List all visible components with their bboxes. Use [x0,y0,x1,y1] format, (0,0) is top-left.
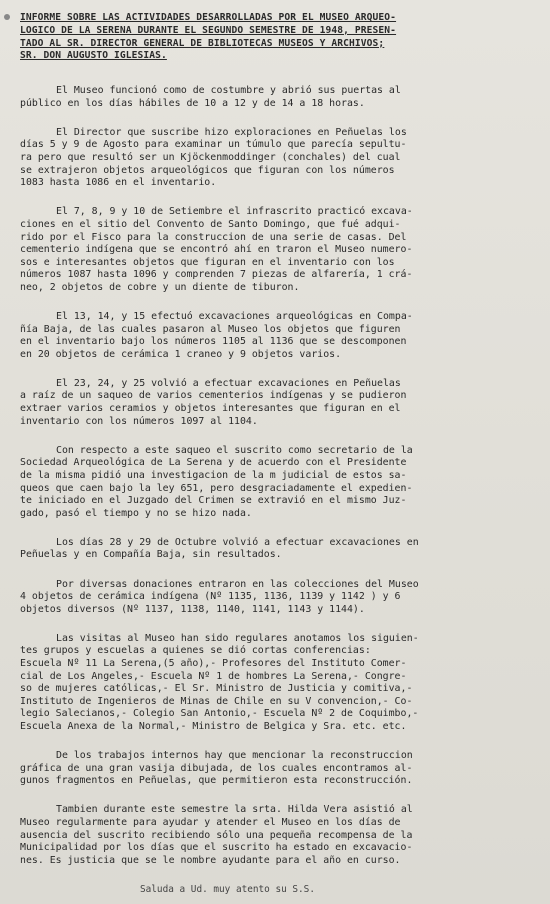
title-line: SR. DON AUGUSTO IGLESIAS. [20,50,167,62]
text-line: en 20 objetos de cerámica 1 craneo y 9 objetos varios. [20,348,342,360]
paragraph [20,633,536,734]
paragraph [20,378,536,428]
paragraph [20,579,536,617]
text-line: cementerio indígena que se encontró ahí en traron el Museo numero- [20,244,413,256]
title-line: INFORME SOBRE LAS ACTIVIDADES DESARROLLADAS POR EL MUSEO ARQUEO- [20,12,397,23]
text-line: nes. Es justicia que se le nombre ayudante para el año en curso. [20,854,401,866]
text-line: Por diversas donaciones entraron en las colecciones del Museo [56,578,419,590]
report-body [20,85,536,867]
text-line: gunos fragmentos en Peñuelas, que permitieron esta reconstrucción. [20,775,413,787]
text-line: en el inventario bajo los números 1105 al 1136 que se descomponen [20,336,407,348]
title-line: LOGICO DE LA SERENA DURANTE EL SEGUNDO SEMESTRE DE 1948, PRESEN- [20,24,397,36]
paragraph [20,311,536,361]
text-line: te iniciado en el Juzgado del Crimen se extravió en el mismo Juz- [20,495,407,507]
text-line: 1083 hasta 1086 en el inventario. [20,177,217,189]
text-line: sos e interesantes objetos que figuran en el inventario con los [20,256,395,268]
text-line: números 1087 hasta 1096 y comprenden 7 piezas de alfarería, 1 crá- [20,269,413,281]
text-line: objetos diversos (Nº 1137, 1138, 1140, 1141, 1143 y 1144). [20,603,365,615]
text-line: público en los días hábiles de 10 a 12 y de 14 a 18 horas. [20,97,365,109]
text-line: neo, 2 objetos de cobre y un diente de tiburon. [20,281,300,293]
text-line: El 7, 8, 9 y 10 de Setiembre el infrascrito practicó excava- [56,206,413,218]
closing-salutation: Saluda a Ud. muy atento su S.S. [140,883,315,895]
text-line: Instituto de Ingenieros de Minas de Chile en su V convencion,- Co- [20,695,413,707]
text-line: Escuela Anexa de la Normal,- Ministro de Belgica y Sra. etc. etc. [20,720,407,732]
report-title [20,12,536,63]
text-line: ra pero que resultó ser un Kjöckenmoddinger (conchales) del cual [20,152,401,164]
paragraph [20,804,536,867]
text-line: El 23, 24, y 25 volvió a efectuar excavaciones en Peñuelas [56,377,401,389]
paragraph [20,445,536,521]
text-line: gráfica de una gran vasija dibujada, de los cuales encontramos al- [20,762,413,774]
text-line: de la misma pidió una investigacion de la m judicial de estos sa- [20,469,407,481]
text-line: Con respecto a este saqueo el suscrito como secretario de la [56,444,413,456]
text-line: inventario con los números 1097 al 1104. [20,415,258,427]
paragraph [20,127,536,190]
text-line: Peñuelas y en Compañía Baja, sin resultados. [20,549,282,561]
text-line: so de mujeres católicas,- El Sr. Ministro de Justicia y comitiva,- [20,683,413,695]
text-line: a raíz de un saqueo de varios cementerios indígenas y se pudieron [20,390,407,402]
text-line: Las visitas al Museo han sido regulares anotamos los siguien- [56,632,419,644]
binding-hole [4,14,10,20]
text-line: El Director que suscribe hizo exploraciones en Peñuelas los [56,126,407,138]
text-line: ciones en el sitio del Convento de Santo Domingo, que fué adqui- [20,218,401,230]
text-line: De los trabajos internos hay que mencionar la reconstruccion [56,750,413,762]
text-line: días 5 y 9 de Agosto para examinar un túmulo que parecía sepultu- [20,139,407,151]
text-line: rido por el Fisco para la construccion de una serie de casas. Del [20,231,407,243]
text-line: Los días 28 y 29 de Octubre volvió a efectuar excavaciones en [56,536,419,548]
text-line: se extrajeron objetos arqueológicos que figuran con los números [20,164,395,176]
text-line: ausencia del suscrito recibiendo sólo una pequeña recompensa de la [20,829,413,841]
text-line: extraer varios ceramios y objetos interesantes que figuran en el [20,403,401,415]
text-line: legio Salecianos,- Colegio San Antonio,- Escuela Nº 2 de Coquimbo,- [20,708,419,720]
text-line: El 13, 14, y 15 efectuó excavaciones arqueológicas en Compa- [56,311,413,322]
paragraph [20,537,536,562]
text-line: gado, pasó el tiempo y no se hizo nada. [20,507,252,519]
text-line: Museo regularmente para ayudar y atender el Museo en los días de [20,816,401,828]
text-line: Escuela Nº 11 La Serena,(5 año),- Profesores del Instituto Comer- [20,657,407,669]
paragraph [20,750,536,788]
text-line: Sociedad Arqueológica de La Serena y de acuerdo con el Presidente [20,457,407,469]
paragraph [20,206,536,294]
text-line: cial de Los Angeles,- Escuela Nº 1 de hombres La Serena,- Congre- [20,670,407,682]
paragraph [20,85,536,110]
text-line: 4 objetos de cerámica indígena (Nº 1135, 1136, 1139 y 1142 ) y 6 [20,591,401,603]
text-line: tes grupos y escuelas a quienes se dió cortas conferencias: [20,645,371,657]
text-line: Tambien durante este semestre la srta. Hilda Vera asistió al [56,804,413,816]
text-line: Municipalidad por los días que el suscrito ha estado en excavacio- [20,842,413,854]
text-line: queos que caen bajo la ley 651, pero desgraciadamente el expedien- [20,482,413,494]
text-line: ñía Baja, de las cuales pasaron al Museo los objetos que figuren [20,323,401,335]
title-line: TADO AL SR. DIRECTOR GENERAL DE BIBLIOTECAS MUSEOS Y ARCHIVOS; [20,37,385,49]
text-line: El Museo funcionó como de costumbre y abrió sus puertas al [56,85,401,97]
